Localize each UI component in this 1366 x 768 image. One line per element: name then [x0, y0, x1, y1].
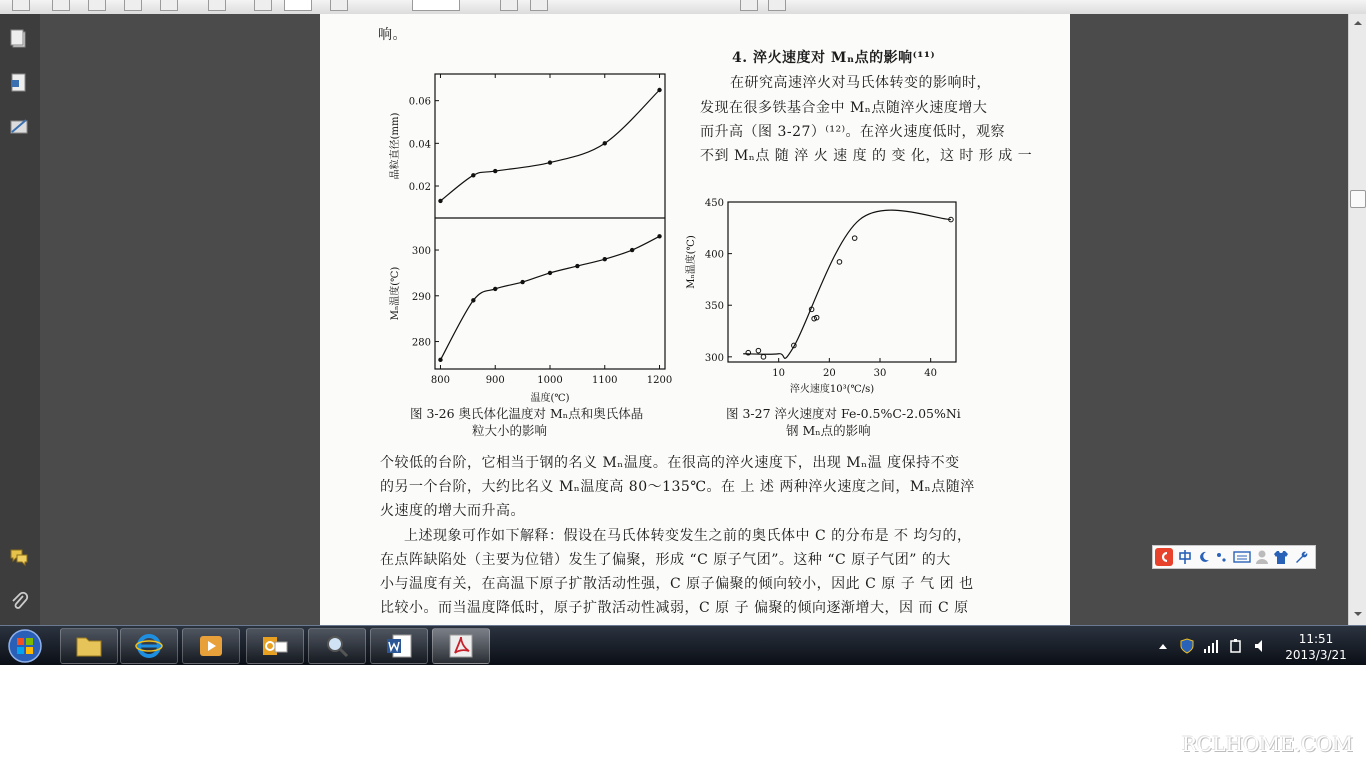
data-point — [493, 169, 497, 173]
settings-icon[interactable] — [208, 0, 226, 11]
y-axis-label: Mₙ温度(℃) — [686, 235, 697, 289]
figure-3-27 — [680, 192, 1000, 397]
body-para2-line: 在点阵缺陷处（主要为位错）发生了偏聚，形成 “C 原子气团”。这种 “C 原子气团” 的大 — [380, 552, 951, 568]
chinese-mode-icon[interactable] — [1177, 549, 1193, 565]
data-point — [630, 248, 634, 252]
top-line: 响。 — [378, 27, 407, 43]
security-shield-icon[interactable] — [1179, 638, 1195, 654]
right-para-line: 在研究高速淬火对马氏体转变的影响时， — [730, 75, 991, 91]
body-para2-line: 小与温度有关，在高温下原子扩散活动性强，C 原子偏聚的倾向较小，因此 C 原 子 气 团 也 — [380, 576, 974, 592]
app-toolbar — [0, 0, 1366, 15]
pages-panel-icon[interactable] — [8, 28, 30, 50]
y-tick-label: 300 — [704, 352, 724, 364]
device-status-icon[interactable] — [1228, 638, 1244, 654]
taskbar-pdf-reader-button[interactable] — [432, 628, 490, 664]
email-icon[interactable] — [124, 0, 142, 11]
data-point — [837, 260, 842, 265]
data-point — [438, 199, 442, 203]
y-tick-label: 290 — [411, 291, 431, 303]
scrollbar-thumb[interactable] — [1350, 190, 1366, 208]
data-point — [603, 257, 607, 261]
fit-curve — [743, 210, 951, 358]
keyboard-icon[interactable] — [1233, 550, 1251, 564]
taskbar-search-app-button[interactable] — [308, 628, 366, 664]
sogou-logo-icon[interactable] — [1155, 548, 1173, 566]
vertical-scrollbar[interactable] — [1348, 14, 1366, 625]
data-point — [761, 355, 766, 360]
punctuation-icon[interactable] — [1215, 550, 1229, 564]
clock-date[interactable]: 2013/3/21 — [1285, 648, 1347, 662]
body-para2-line: 上述现象可作如下解释：假设在马氏体转变发生之前的奥氏体中 C 的分布是 不 均匀的， — [404, 528, 972, 544]
body-para1-line: 火速度的增大而升高。 — [380, 503, 525, 519]
data-point — [575, 264, 579, 268]
body-para1-line: 的另一个台阶，大约比名义 Mₙ温度高 80～135℃。在 上 述 两种淬火速度之间，Mₙ点随淬 — [380, 479, 975, 495]
figure-3-26 — [360, 64, 680, 409]
x-tick-label: 1000 — [537, 375, 563, 386]
y-tick-label: 350 — [704, 301, 724, 313]
clock-time[interactable]: 11:51 — [1298, 632, 1334, 646]
folder-icon — [75, 634, 103, 658]
skin-shirt-icon[interactable] — [1273, 549, 1289, 565]
network-signal-icon[interactable] — [1203, 638, 1219, 654]
wrench-tools-icon[interactable] — [1293, 549, 1309, 565]
zoom-tool-icon[interactable] — [330, 0, 348, 11]
right-para-line: 发现在很多铁基合金中 Mₙ点随淬火速度增大 — [700, 100, 988, 116]
y-tick-label: 280 — [411, 337, 431, 349]
taskbar-explorer-button[interactable] — [60, 628, 118, 664]
data-point — [493, 287, 497, 291]
x-tick-label: 1100 — [592, 375, 618, 386]
taskbar-ie-button[interactable] — [120, 628, 178, 664]
data-point — [471, 298, 475, 302]
data-point — [520, 280, 524, 284]
fig26-caption-line2: 粒大小的影响 — [472, 423, 548, 438]
x-tick-label: 900 — [485, 375, 505, 386]
data-point — [548, 271, 552, 275]
taskbar-media-player-button[interactable] — [182, 628, 240, 664]
x-tick-label: 40 — [924, 368, 938, 379]
magnifier-icon — [323, 633, 351, 659]
page-number-field[interactable] — [412, 0, 460, 11]
hand-tool-button[interactable] — [284, 0, 312, 11]
start-button[interactable] — [6, 627, 44, 665]
x-axis-label: 温度(℃) — [530, 393, 570, 404]
y-tick-label: 300 — [411, 246, 431, 258]
data-point — [438, 358, 442, 362]
show-hidden-icons-icon[interactable] — [1158, 642, 1168, 650]
data-point — [657, 234, 661, 238]
open-folder-icon[interactable] — [12, 0, 30, 11]
outlook-icon — [261, 634, 289, 658]
section-heading: 4. 淬火速度对 Mₙ点的影响⁽¹¹⁾ — [732, 50, 936, 66]
x-tick-label: 800 — [430, 375, 451, 386]
right-para-line: 而升高（图 3-27）⁽¹²⁾。在淬火速度低时，观察 — [700, 124, 1006, 140]
upper-y-axis-label: 晶粒直径(mm) — [390, 112, 401, 180]
navigation-pane — [0, 14, 41, 625]
pdf-reader-icon — [447, 633, 475, 659]
fig26-frame — [435, 74, 665, 369]
lower-y-axis-label: Mₙ温度(℃) — [390, 266, 401, 321]
x-tick-label: 20 — [822, 368, 836, 379]
fig27-caption-line2: 钢 Mₙ点的影响 — [786, 423, 871, 438]
internet-explorer-icon — [135, 633, 163, 659]
x-tick-label: 30 — [873, 368, 887, 379]
volume-icon[interactable] — [1253, 638, 1269, 654]
comments-icon[interactable] — [8, 546, 30, 568]
word-icon — [385, 633, 413, 659]
select-tool-icon[interactable] — [254, 0, 272, 11]
half-width-moon-icon[interactable] — [1197, 550, 1211, 564]
y-tick-label: 450 — [704, 198, 724, 209]
attachments-doc-icon[interactable] — [8, 72, 30, 94]
windows-taskbar — [0, 625, 1366, 665]
y-tick-label: 0.02 — [408, 182, 431, 193]
signatures-icon[interactable] — [8, 116, 30, 138]
taskbar-word-button[interactable] — [370, 628, 428, 664]
x-tick-label: 1200 — [646, 375, 673, 386]
user-icon[interactable] — [1255, 549, 1269, 565]
scroll-down-arrow-icon[interactable] — [1353, 611, 1363, 617]
fig26-caption-line1: 图 3-26 奥氏体化温度对 Mₙ点和奥氏体晶 — [410, 406, 644, 421]
x-tick-label: 10 — [772, 368, 786, 379]
data-point — [852, 236, 857, 241]
body-para2-line: 比较小。而当温度降低时，原子扩散活动性减弱，C 原 子 偏聚的倾向逐渐增大，因 而 C 原 — [380, 600, 969, 616]
ime-toolbar[interactable] — [1152, 545, 1316, 569]
site-watermark: RCLHOME.COM — [1182, 732, 1354, 756]
fit-width-icon[interactable] — [530, 0, 548, 11]
data-point — [548, 160, 552, 164]
right-para-line: 不到 Mₙ点 随 淬 火 速 度 的 变 化，这 时 形 成 一 — [700, 148, 1033, 164]
copy-icon[interactable] — [52, 0, 70, 11]
fit-page-icon[interactable] — [500, 0, 518, 11]
y-tick-label: 400 — [704, 249, 724, 261]
fig27-caption-line1: 图 3-27 淬火速度对 Fe-0.5%C-2.05%Ni — [726, 406, 961, 421]
grain-size-curve — [440, 90, 659, 201]
y-tick-label: 0.04 — [408, 139, 431, 151]
scroll-up-arrow-icon[interactable] — [1353, 20, 1363, 26]
body-para1-line: 个较低的台阶，它相当于钢的名义 Mₙ温度。在很高的淬火速度下，出现 Mₙ温 度保持不变 — [380, 455, 960, 471]
data-point — [603, 141, 607, 145]
share-icon[interactable] — [160, 0, 178, 11]
data-point — [657, 88, 661, 92]
data-point — [471, 173, 475, 177]
y-tick-label: 0.06 — [408, 96, 431, 108]
print-icon[interactable] — [88, 0, 106, 11]
media-player-icon — [197, 634, 225, 658]
fig27-frame — [728, 202, 956, 362]
taskbar-outlook-button[interactable] — [246, 628, 304, 664]
comment-tool-icon[interactable] — [768, 0, 786, 11]
data-point — [756, 348, 761, 353]
x-axis-label: 淬火速度10³(℃/s) — [789, 384, 875, 395]
paperclip-icon[interactable] — [8, 590, 30, 612]
ms-temperature-curve — [440, 236, 659, 360]
bookmark-icon[interactable] — [740, 0, 758, 11]
document-page — [320, 14, 1070, 625]
